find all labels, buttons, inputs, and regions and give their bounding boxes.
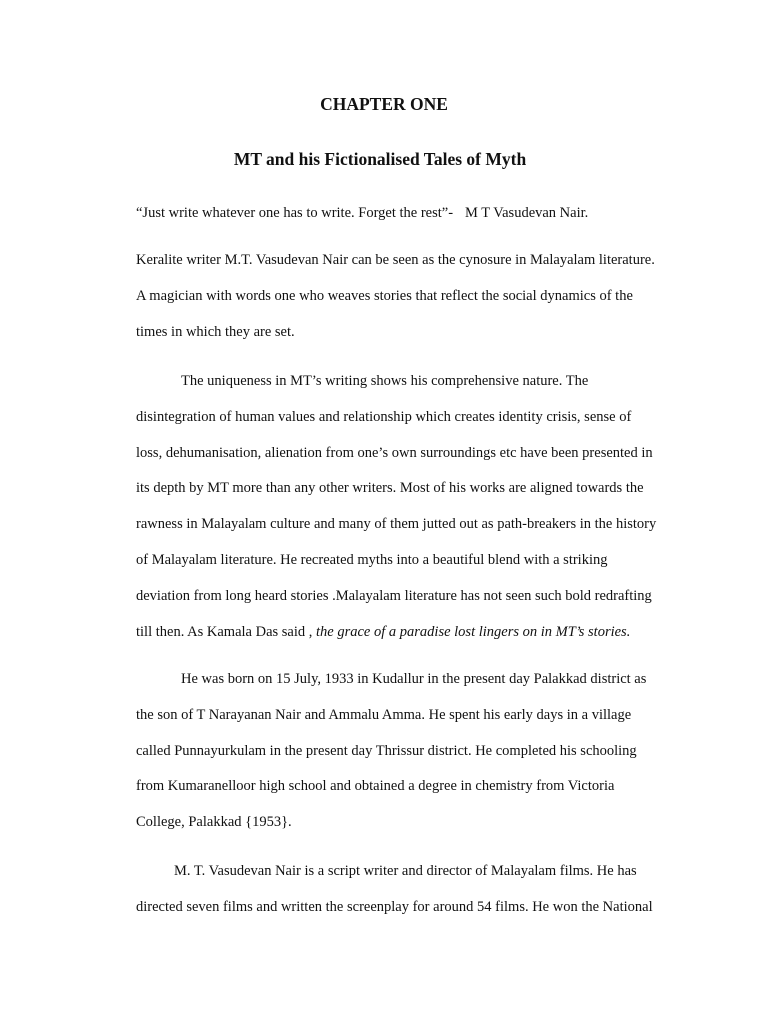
paragraph-line: deviation from long heard stories .Malayalam literature has not seen such bold redrafting xyxy=(136,587,652,604)
epigraph-author: M T Vasudevan Nair. xyxy=(465,205,589,221)
paragraph-line: times in which they are set. xyxy=(136,323,295,340)
chapter-title: CHAPTER ONE xyxy=(320,94,448,114)
paragraph-films xyxy=(136,861,696,933)
paragraph-line: loss, dehumanisation, alienation from one’s own surroundings etc have been presented in xyxy=(136,444,653,461)
paragraph-line: He was born on 15 July, 1933 in Kudallur in the present day Palakkad district as xyxy=(181,671,647,687)
paragraph-line-prefix: till then. As Kamala Das said , xyxy=(136,623,313,640)
chapter-subtitle: MT and his Fictionalised Tales of Myth xyxy=(233,149,527,169)
paragraph-intro xyxy=(136,250,696,357)
paragraph-biography xyxy=(136,669,696,848)
epigraph-quote: “Just write whatever one has to write. Forget the rest”- xyxy=(136,205,454,221)
paragraph-line: called Punnayurkulam in the present day Thrissur district. He completed his schooling xyxy=(136,742,637,759)
paragraph-line: Keralite writer M.T. Vasudevan Nair can be seen as the cynosure in Malayalam literature. xyxy=(136,252,655,268)
paragraph-line: A magician with words one who weaves stories that reflect the social dynamics of the xyxy=(136,287,633,304)
paragraph-line: its depth by MT more than any other writers. Most of his works are aligned towards the xyxy=(136,480,644,497)
epigraph xyxy=(136,203,696,223)
paragraph-line: disintegration of human values and relationship which creates identity crisis, sense of xyxy=(136,408,632,425)
paragraph-line: M. T. Vasudevan Nair is a script writer and director of Malayalam films. He has xyxy=(174,863,637,879)
paragraph-line: The uniqueness in MT’s writing shows his comprehensive nature. The xyxy=(181,373,589,389)
kamala-das-quote: the grace of a paradise lost lingers on in MT’s stories. xyxy=(316,623,631,640)
paragraph-line: College, Palakkad {1953}. xyxy=(136,814,292,831)
paragraph-line: directed seven films and written the screenplay for around 54 films. He won the National xyxy=(136,898,653,915)
paragraph-line: the son of T Narayanan Nair and Ammalu Amma. He spent his early days in a village xyxy=(136,706,632,723)
paragraph-line: of Malayalam literature. He recreated myths into a beautiful blend with a striking xyxy=(136,551,608,568)
paragraph-line: from Kumaranelloor high school and obtained a degree in chemistry from Victoria xyxy=(136,778,615,795)
paragraph-uniqueness xyxy=(136,371,696,657)
paragraph-line-with-quote xyxy=(136,622,696,658)
paragraph-line: rawness in Malayalam culture and many of them jutted out as path-breakers in the history xyxy=(136,516,657,533)
